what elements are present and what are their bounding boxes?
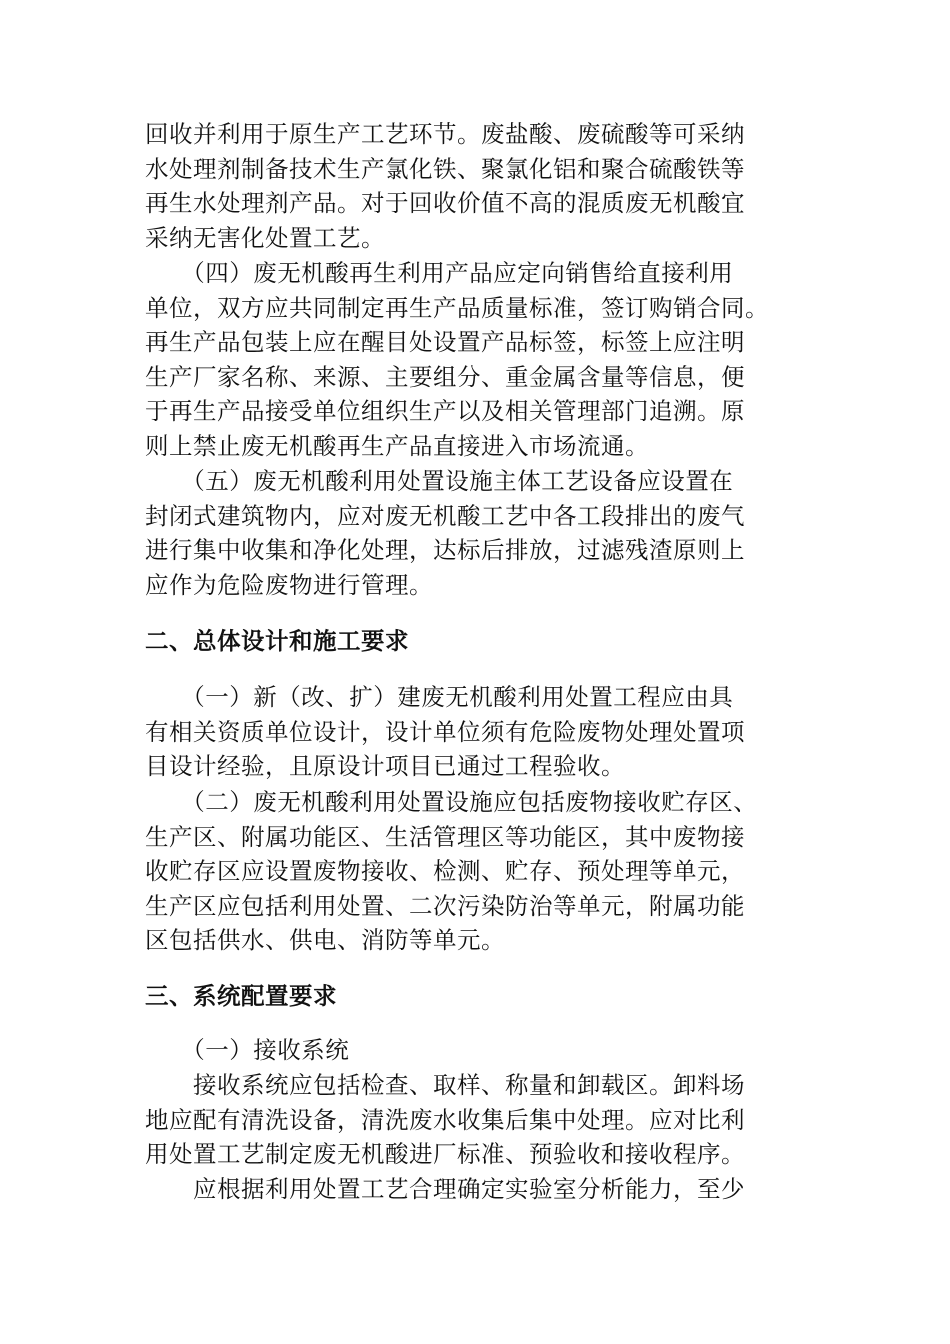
paragraph-item-four: （四）废无机酸再生利用产品应定向销售给直接利用 单位，双方应共同制定再生产品质量标准，签订购销合同。 再生产品包装上应在醒目处设置产品标签，标签上应注明 生产厂家名称、来源、主要组分、重金属含量等信息，便 于再生产品接受单位组织生产以及相关管理部门追溯。原 则上禁止废无机酸再生产品直接进入市场流通。 (145, 259, 769, 460)
paragraph-intro: 回收并利用于原生产工艺环节。废盐酸、废硫酸等可采纳 水处理剂制备技术生产氯化铁、聚氯化铝和聚合硫酸铁等 再生水处理剂产品。对于回收价值不高的混质废无机酸宜 采纳无害化处置工艺。 (145, 120, 745, 252)
paragraph-receiving-system: 接收系统应包括检查、取样、称量和卸载区。卸料场 地应配有清洗设备，清洗废水收集后集中处理。应对比利 用处置工艺制定废无机酸进厂标准、预验收和接收程序。 (145, 1071, 745, 1169)
section-heading-system-config: 三、系统配置要求 (145, 982, 337, 1010)
paragraph-lab-capacity: 应根据利用处置工艺合理确定实验室分析能力，至少 (145, 1175, 745, 1203)
paragraph-design-item-two: （二）废无机酸利用处置设施应包括废物接收贮存区、 生产区、附属功能区、生活管理区等功能区，其中废物接 收贮存区应设置废物接收、检测、贮存、预处理等单元， 生产区应包括利用处置、二次污染防治等单元，附属功能 区包括供水、供电、消防等单元。 (145, 788, 758, 955)
paragraph-item-five: （五）废无机酸利用处置设施主体工艺设备应设置在 封闭式建筑物内，应对废无机酸工艺中各工段排出的废气 进行集中收集和净化处理，达标后排放，过滤残渣原则上 应作为危险废物进行管理。 (145, 467, 745, 599)
section-heading-design-construction: 二、总体设计和施工要求 (145, 627, 409, 655)
paragraph-design-item-one: （一）新（改、扩）建废无机酸利用处置工程应由具 有相关资质单位设计，设计单位须有危险废物处理处置项 目设计经验，且原设计项目已通过工程验收。 (145, 683, 745, 781)
subheading-receiving-system: （一）接收系统 (145, 1036, 350, 1064)
